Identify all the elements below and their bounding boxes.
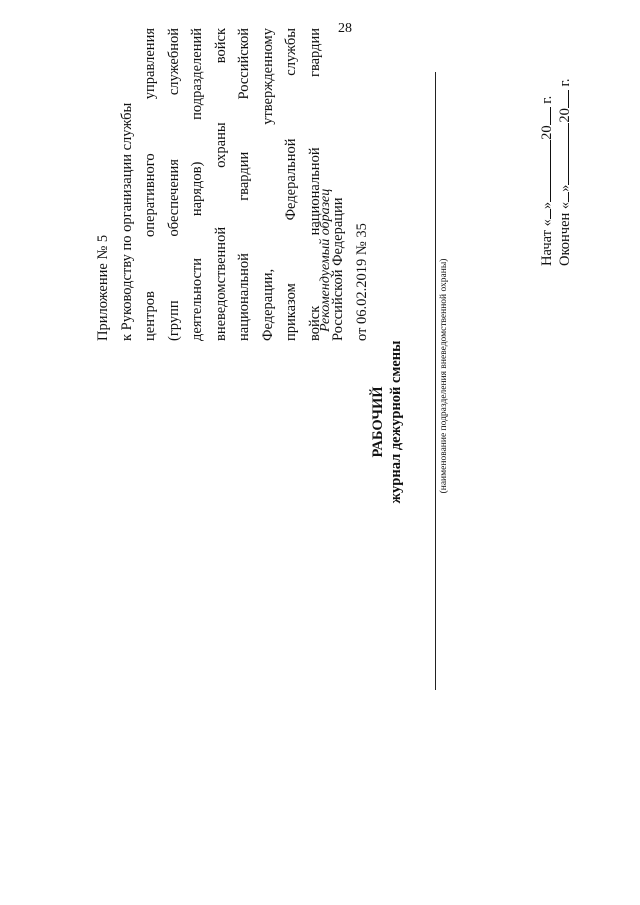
finished-year-blank bbox=[556, 90, 569, 108]
page-number: 28 bbox=[338, 21, 352, 36]
appendix-line-8: приказом Федеральной службы bbox=[283, 28, 299, 341]
appendix-line-9: войск национальной гвардии bbox=[306, 28, 323, 341]
appendix-line-2: центров оперативного управления bbox=[142, 28, 158, 341]
started-month-blank bbox=[538, 140, 551, 202]
appendix-line-11: от 06.02.2019 № 35 bbox=[353, 223, 370, 341]
started-day-blank bbox=[538, 209, 551, 219]
dates-block bbox=[538, 79, 574, 266]
finished-month-blank bbox=[556, 123, 569, 185]
appendix-line-6: национальной гвардии Российской bbox=[236, 28, 252, 341]
appendix-line-10: Российской Федерации bbox=[330, 197, 346, 341]
appendix-heading: Приложение № 5 bbox=[95, 234, 111, 341]
appendix-line-1: к Руководству по организации службы bbox=[118, 102, 135, 341]
appendix-line-3: (групп обеспечения служебной bbox=[165, 27, 182, 341]
journal-title-line-1: РАБОЧИЙ bbox=[370, 386, 386, 458]
journal-title bbox=[369, 292, 405, 552]
unit-name-line bbox=[435, 72, 436, 690]
started-date-row: Начат «»20 г. bbox=[539, 95, 555, 266]
started-year-blank bbox=[538, 107, 551, 125]
appendix-line-7: Федерации, утвержденному bbox=[259, 28, 276, 341]
journal-title-line-2: журнал дежурной смены bbox=[388, 340, 404, 504]
unit-name-caption: (наименование подразделения вневедомственной охраны) bbox=[439, 258, 449, 494]
finished-day-blank bbox=[556, 192, 569, 202]
recommended-sample-label: Рекомендуемый образец bbox=[318, 188, 333, 332]
finished-date-row: Окончен «»20 г. bbox=[557, 78, 573, 266]
appendix-line-5: вневедомственной охраны войск bbox=[212, 28, 229, 341]
rotated-content bbox=[80, 22, 600, 862]
appendix-line-4: деятельности нарядов) подразделений bbox=[189, 28, 205, 341]
